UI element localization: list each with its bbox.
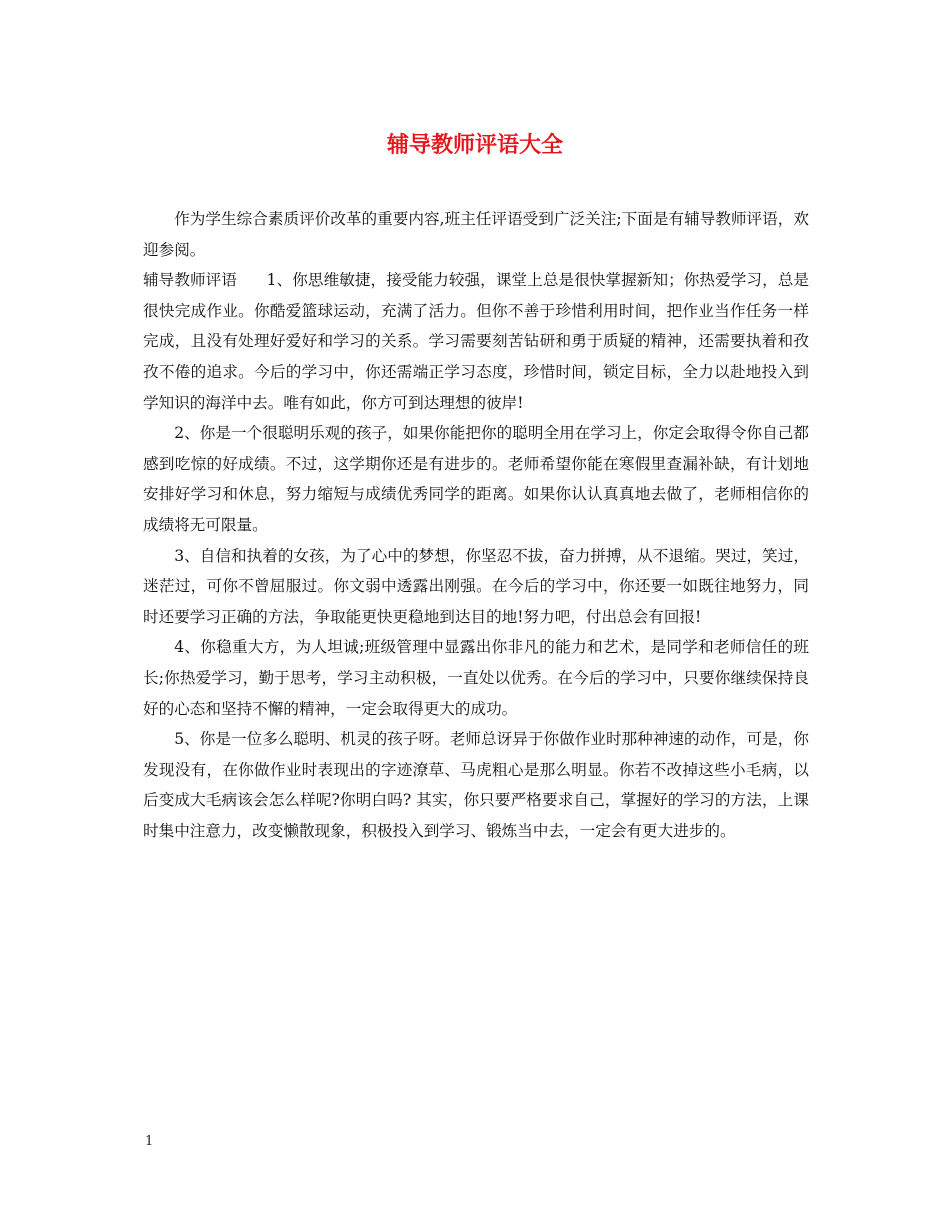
comment-paragraph-4: 4、你稳重大方，为人坦诚;班级管理中显露出你非凡的能力和艺术，是同学和老师信任的班长;你热爱学习，勤于思考，学习主动积极，一直处以优秀。在今后的学习中，只要你继续保持良好的心态和坚持不懈的精神，一定会取得更大的成功。 bbox=[143, 638, 809, 718]
comment-paragraph-5: 5、你是一位多么聪明、机灵的孩子呀。老师总讶异于你做作业时那种神速的动作，可是，你发现没有，在你做作业时表现出的字迹潦草、马虎粗心是那么明显。你若不改掉这些小毛病，以后变成大毛病该会怎么样呢?你明白吗? 其实，你只要严格要求自己，掌握好的学习的方法，上课时集中注意力，改变懒散现象，积极投入到学习、锻炼当中去，一定会有更大进步的。 bbox=[143, 730, 809, 840]
section-label: 辅导教师评语 bbox=[143, 271, 237, 290]
comment-paragraph-2: 2、你是一个很聪明乐观的孩子，如果你能把你的聪明全用在学习上，你定会取得令你自己都感到吃惊的好成绩。不过，这学期你还是有进步的。老师希望你能在寒假里查漏补缺，有计划地安排好学习和休息，努力缩短与成绩优秀同学的距离。如果你认认真真地去做了，老师相信你的成绩将无可限量。 bbox=[143, 424, 809, 534]
document-title: 辅导教师评语大全 bbox=[386, 133, 563, 158]
intro-paragraph: 作为学生综合素质评价改革的重要内容,班主任评语受到广泛关注;下面是有辅导教师评语，欢迎参阅。 bbox=[143, 210, 809, 259]
comment-text-1: 1、你思维敏捷，接受能力较强，课堂上总是很快掌握新知；你热爱学习，总是很快完成作业。你酷爱篮球运动，充满了活力。但你不善于珍惜利用时间，把作业当作任务一样完成，且没有处理好爱好和学习的关系。学习需要刻苦钻研和勇于质疑的精神，还需要执着和孜孜不倦的追求。今后的学习中，你还需端正学习态度，珍惜时间，锁定目标，全力以赴地投入到学知识的海洋中去。唯有如此，你方可到达理想的彼岸! bbox=[143, 271, 809, 412]
document-body bbox=[143, 204, 809, 846]
page-number: 1 bbox=[145, 1134, 154, 1149]
comment-paragraph-1 bbox=[143, 265, 809, 418]
comment-paragraph-3: 3、自信和执着的女孩，为了心中的梦想，你坚忍不拔，奋力拼搏，从不退缩。哭过，笑过，迷茫过，可你不曾屈服过。你文弱中透露出刚强。在今后的学习中，你还要一如既往地努力，同时还要学习正确的方法，争取能更快更稳地到达目的地!努力吧，付出总会有回报! bbox=[143, 546, 809, 626]
